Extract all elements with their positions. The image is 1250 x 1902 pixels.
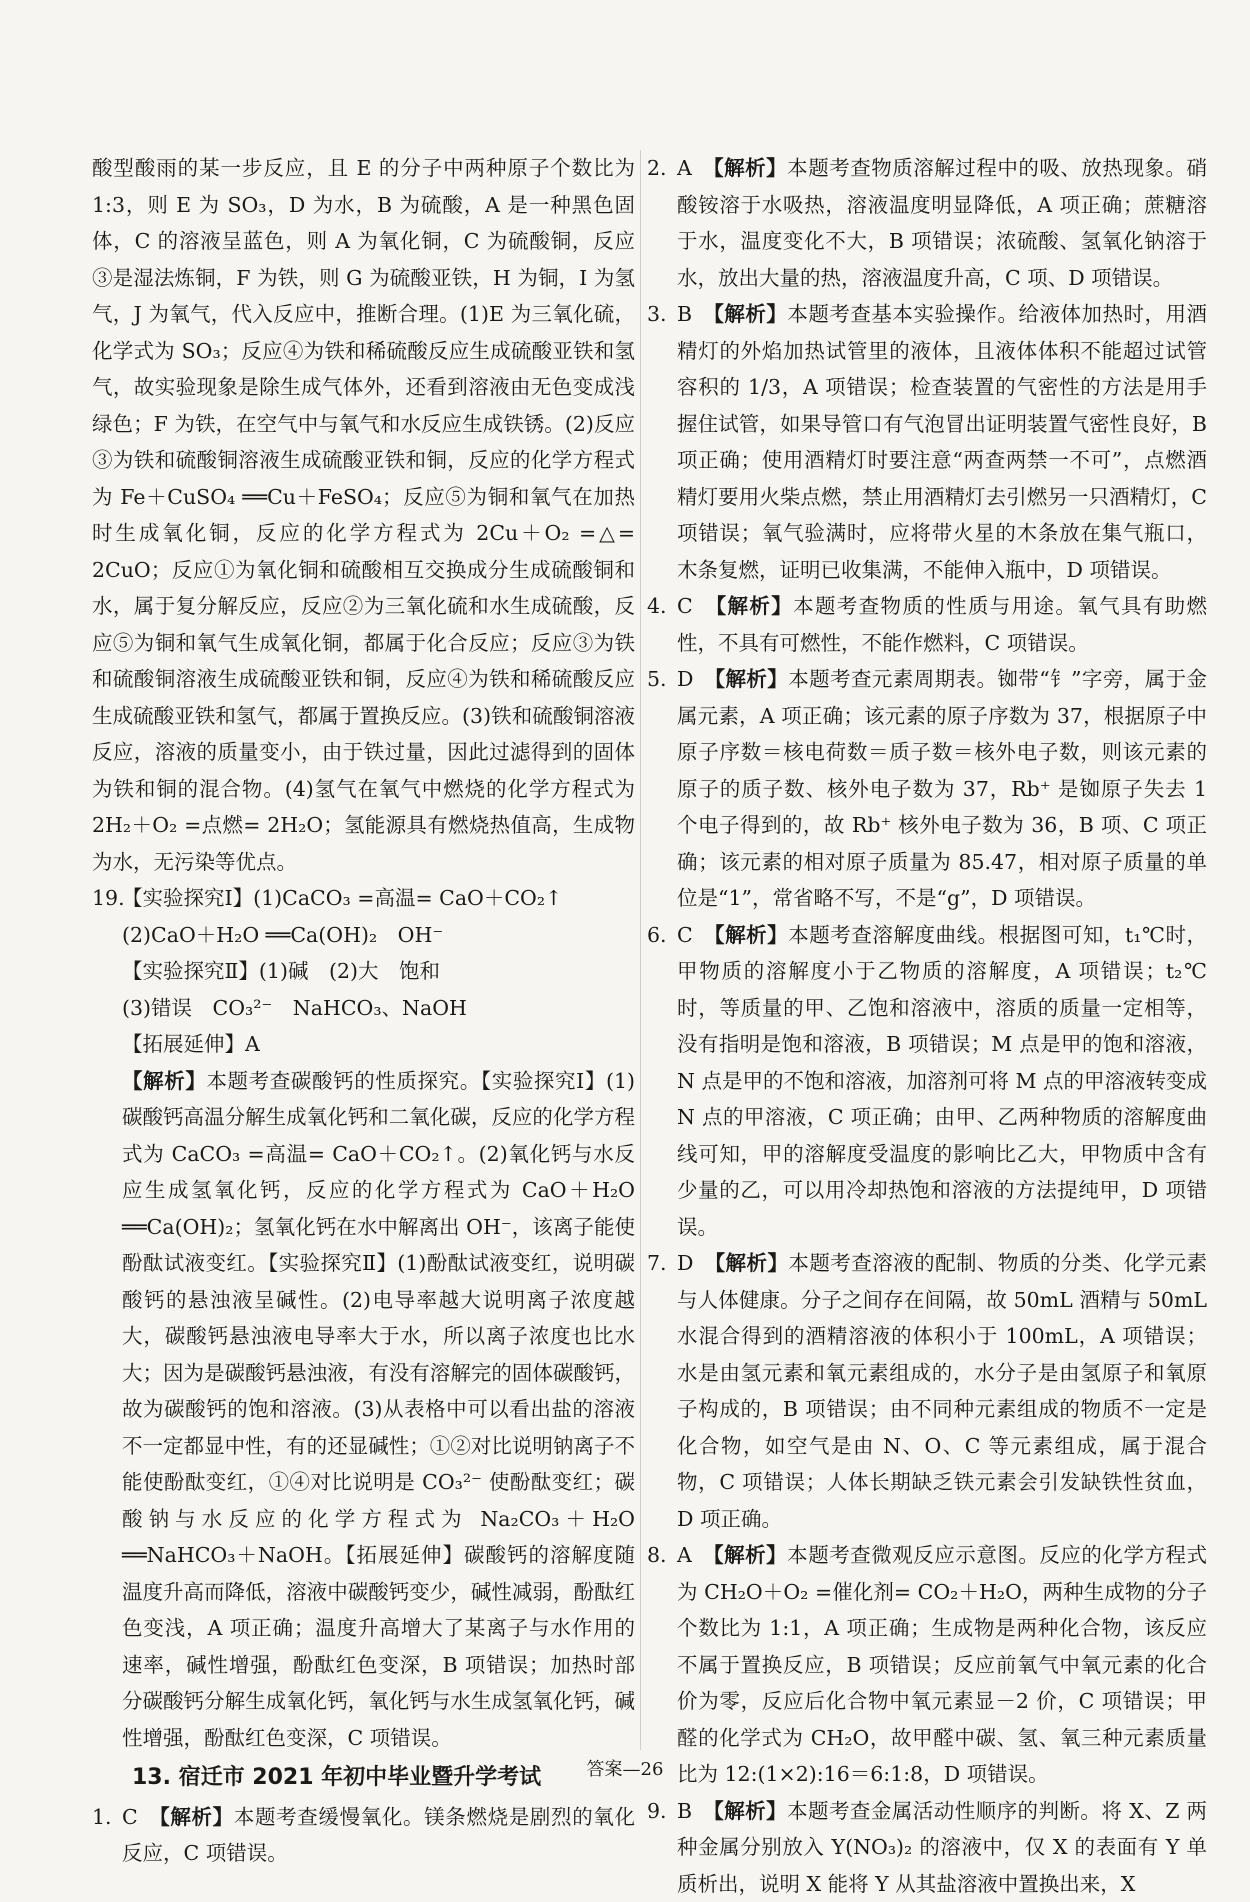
section-title: 13. 宿迁市 2021 年初中毕业暨升学考试 — [132, 1760, 635, 1797]
question-number: 8. — [647, 1537, 677, 1574]
analysis-tag: 【解析】 — [159, 1805, 233, 1829]
analysis-tag: 【解析】 — [715, 667, 788, 691]
question-number: 19. — [92, 880, 122, 917]
question-number: 6. — [647, 917, 677, 954]
answer-choice: D — [677, 667, 715, 691]
answer-choice: C — [677, 594, 716, 618]
question-number: 4. — [647, 588, 677, 625]
answer-line: (2)CaO＋H₂O ══Ca(OH)₂ OH⁻ — [122, 917, 635, 954]
question-19 — [92, 880, 635, 1756]
answer-choice: A — [677, 1543, 713, 1567]
analysis-text: 本题考查物质的性质与用途。氧气具有助燃性，不具有可燃性，不能作燃料，C 项错误。 — [677, 594, 1207, 655]
answer-line: (3)错误 CO₃²⁻ NaHCO₃、NaOH — [122, 990, 635, 1027]
analysis-text: 本题考查金属活动性顺序的判断。将 X、Z 两种金属分别放入 Y(NO₃)₂ 的溶液中，仅 X 的表面有 Y 单质析出，说明 X 能将 Y 从其盐溶液中置换出来，X — [677, 1799, 1207, 1896]
right-column — [647, 150, 1207, 1902]
question-number: 9. — [647, 1793, 677, 1830]
answer-choice: B — [677, 1799, 713, 1823]
analysis-tag: 【解析】 — [713, 1543, 787, 1567]
left-column — [92, 150, 635, 1872]
analysis-text: 本题考查微观反应示意图。反应的化学方程式为 CH₂O＋O₂ =催化剂= CO₂＋H₂O，两种生成物的分子个数比为 1:1，A 项正确；生成物是两种化合物，该反应不属于置换反应，B 项错误；反应前氧气中氧元素的化合价为零，反应后化合物中氧元素显－2 价，C 项错误；甲醛的化学式为 CH₂O，故甲醛中碳、氢、氧三种元素质量比为 12:(1×2):16＝6:1:8，D 项错误。 — [677, 1543, 1207, 1786]
answer-choice: C — [677, 923, 714, 947]
question-1 — [92, 1799, 635, 1872]
question-7 — [647, 1245, 1207, 1537]
analysis-text: 本题考查碳酸钙的性质探究。【实验探究Ⅰ】(1)碳酸钙高温分解生成氧化钙和二氧化碳，反应的化学方程式为 CaCO₃ =高温= CaO＋CO₂↑。(2)氧化钙与水反应生成氢氧化钙，反应的化学方程式为 CaO＋H₂O ══Ca(OH)₂；氢氧化钙在水中解离出 OH⁻，该离子能使酚酞试液变红。【实验探究Ⅱ】(1)酚酞试液变红，说明碳酸钙的悬浊液呈碱性。(2)电导率越大说明离子浓度越大，碳酸钙悬浊液电导率大于水，所以离子浓度也比水大；因为是碳酸钙悬浊液，有没有溶解完的固体碳酸钙，故为碳酸钙的饱和溶液。(3)从表格中可以看出盐的溶液不一定都显中性，有的还显碱性；①②对比说明钠离子不能使酚酞变红，①④对比说明是 CO₃²⁻ 使酚酞变红；碳酸钠与水反应的化学方程式为 Na₂CO₃＋H₂O ══NaHCO₃＋NaOH。【拓展延伸】碳酸钙的溶解度随温度升高而降低，溶液中碳酸钙变少，碱性减弱，酚酞红色变浅，A 项正确；温度升高增大了某离子与水作用的速率，碱性增强，酚酞红色变深，B 项错误；加热时部分碳酸钙分解生成氧化钙，氧化钙与水生成氢氧化钙，碱性增强，酚酞红色变深，C 项错误。 — [122, 1069, 635, 1750]
answer-line: 【实验探究Ⅱ】(1)碱 (2)大 饱和 — [122, 953, 635, 990]
analysis-text: 本题考查物质溶解过程中的吸、放热现象。硝酸铵溶于水吸热，溶液温度明显降低，A 项正确；蔗糖溶于水，温度变化不大，B 项错误；浓硫酸、氢氧化钠溶于水，放出大量的热，溶液温度升高，C 项、D 项错误。 — [677, 156, 1207, 290]
answer-choice: B — [677, 302, 714, 326]
analysis-text: 本题考查元素周期表。铷带“钅”字旁，属于金属元素，A 项正确；该元素的原子序数为 37，根据原子中原子序数＝核电荷数＝质子数＝核外电子数，则该元素的原子的质子数、核外电子数为 37，Rb⁺ 是铷原子失去 1 个电子得到的，故 Rb⁺ 核外电子数为 36，B 项、C 项正确；该元素的相对原子质量为 85.47，相对原子质量的单位是“1”，常省略不写，不是“g”，D 项错误。 — [677, 667, 1207, 910]
continued-analysis: 酸型酸雨的某一步反应，且 E 的分子中两种原子个数比为 1:3，则 E 为 SO₃，D 为水，B 为硫酸，A 是一种黑色固体，C 的溶液呈蓝色，则 A 为氧化铜，C 为硫酸铜，反应③是湿法炼铜，F 为铁，则 G 为硫酸亚铁，H 为铜，I 为氢气，J 为氧气，代入反应中，推断合理。(1)E 为三氧化硫，化学式为 SO₃；反应④为铁和稀硫酸反应生成硫酸亚铁和氢气，故实验现象是除生成气体外，还看到溶液由无色变成浅绿色；F 为铁，在空气中与氧气和水反应生成铁锈。(2)反应③为铁和硫酸铜溶液生成硫酸亚铁和铜，反应的化学方程式为 Fe＋CuSO₄ ══Cu＋FeSO₄；反应⑤为铜和氧气在加热时生成氧化铜，反应的化学方程式为 2Cu＋O₂ =△= 2CuO；反应①为氧化铜和硫酸相互交换成分生成硫酸铜和水，属于复分解反应，反应②为三氧化硫和水生成硫酸，反应⑤为铜和氧气生成氧化铜，都属于化合反应；反应③为铁和硫酸铜溶液生成硫酸亚铁和铜，反应④为铁和稀硫酸反应生成硫酸亚铁和氢气，都属于置换反应。(3)铁和硫酸铜溶液反应，溶液的质量变小，由于铁过量，因此过滤得到的固体为铁和铜的混合物。(4)氢气在氧气中燃烧的化学方程式为 2H₂＋O₂ =点燃= 2H₂O；氢能源具有燃烧热值高，生成物为水，无污染等优点。 — [92, 150, 635, 880]
question-3 — [647, 296, 1207, 588]
column-divider — [640, 150, 641, 1750]
analysis-text: 本题考查溶解度曲线。根据图可知，t₁℃时，甲物质的溶解度小于乙物质的溶解度，A 项错误；t₂℃时，等质量的甲、乙饱和溶液中，溶质的质量一定相等，没有指明是饱和溶液，B 项错误；M 点是甲的饱和溶液，N 点是甲的不饱和溶液，加溶剂可将 M 点的甲溶液转变成 N 点的甲溶液，C 项正确；由甲、乙两种物质的溶解度曲线可知，甲的溶解度受温度的影响比乙大，甲物质中含有少量的乙，可以用冷却热饱和溶液的方法提纯甲，D 项错误。 — [677, 923, 1207, 1239]
question-4 — [647, 588, 1207, 661]
answer-choice: A — [677, 156, 713, 180]
question-number: 2. — [647, 150, 677, 187]
analysis-text: 本题考查缓慢氧化。镁条燃烧是剧烈的氧化反应，C 项错误。 — [122, 1805, 635, 1866]
page-footer: 答案—26 — [0, 1755, 1250, 1781]
answer-line: 【实验探究Ⅰ】(1)CaCO₃ =高温= CaO＋CO₂↑ — [122, 886, 562, 910]
analysis-tag: 【解析】 — [714, 923, 788, 947]
answer-choice: C — [122, 1805, 159, 1829]
answer-choice: D — [677, 1251, 715, 1275]
question-number: 7. — [647, 1245, 677, 1282]
question-6 — [647, 917, 1207, 1246]
analysis-tag: 【解析】 — [122, 1069, 206, 1093]
analysis-text: 本题考查溶液的配制、物质的分类、化学元素与人体健康。分子之间存在间隔，故 50mL 酒精与 50mL 水混合得到的酒精溶液的体积小于 100mL，A 项错误；水是由氢元素和氧元素组成的，水分子是由氢原子和氧原子构成的，B 项错误；由不同种元素组成的物质不一定是化合物，如空气是由 N、O、C 等元素组成，属于混合物，C 项错误；人体长期缺乏铁元素会引发缺铁性贫血，D 项正确。 — [677, 1251, 1207, 1531]
analysis-tag: 【解析】 — [714, 302, 788, 326]
analysis-tag: 【解析】 — [716, 594, 793, 618]
question-number: 3. — [647, 296, 677, 333]
answer-line: 【拓展延伸】A — [122, 1026, 635, 1063]
question-9 — [647, 1793, 1207, 1902]
question-number: 1. — [92, 1799, 122, 1836]
question-2 — [647, 150, 1207, 296]
analysis-text: 本题考查基本实验操作。给液体加热时，用酒精灯的外焰加热试管里的液体，且液体体积不能超过试管容积的 1/3，A 项错误；检查装置的气密性的方法是用手握住试管，如果导管口有气泡冒出证明装置气密性良好，B 项正确；使用酒精灯时要注意“两查两禁一不可”，点燃酒精灯要用火柴点燃，禁止用酒精灯去引燃另一只酒精灯，C 项错误；氧气验满时，应将带火星的木条放在集气瓶口，木条复燃，证明已收集满，不能伸入瓶中，D 项错误。 — [677, 302, 1207, 582]
analysis-tag: 【解析】 — [713, 1799, 787, 1823]
question-number: 5. — [647, 661, 677, 698]
analysis-tag: 【解析】 — [715, 1251, 789, 1275]
analysis-tag: 【解析】 — [713, 156, 787, 180]
question-5 — [647, 661, 1207, 917]
